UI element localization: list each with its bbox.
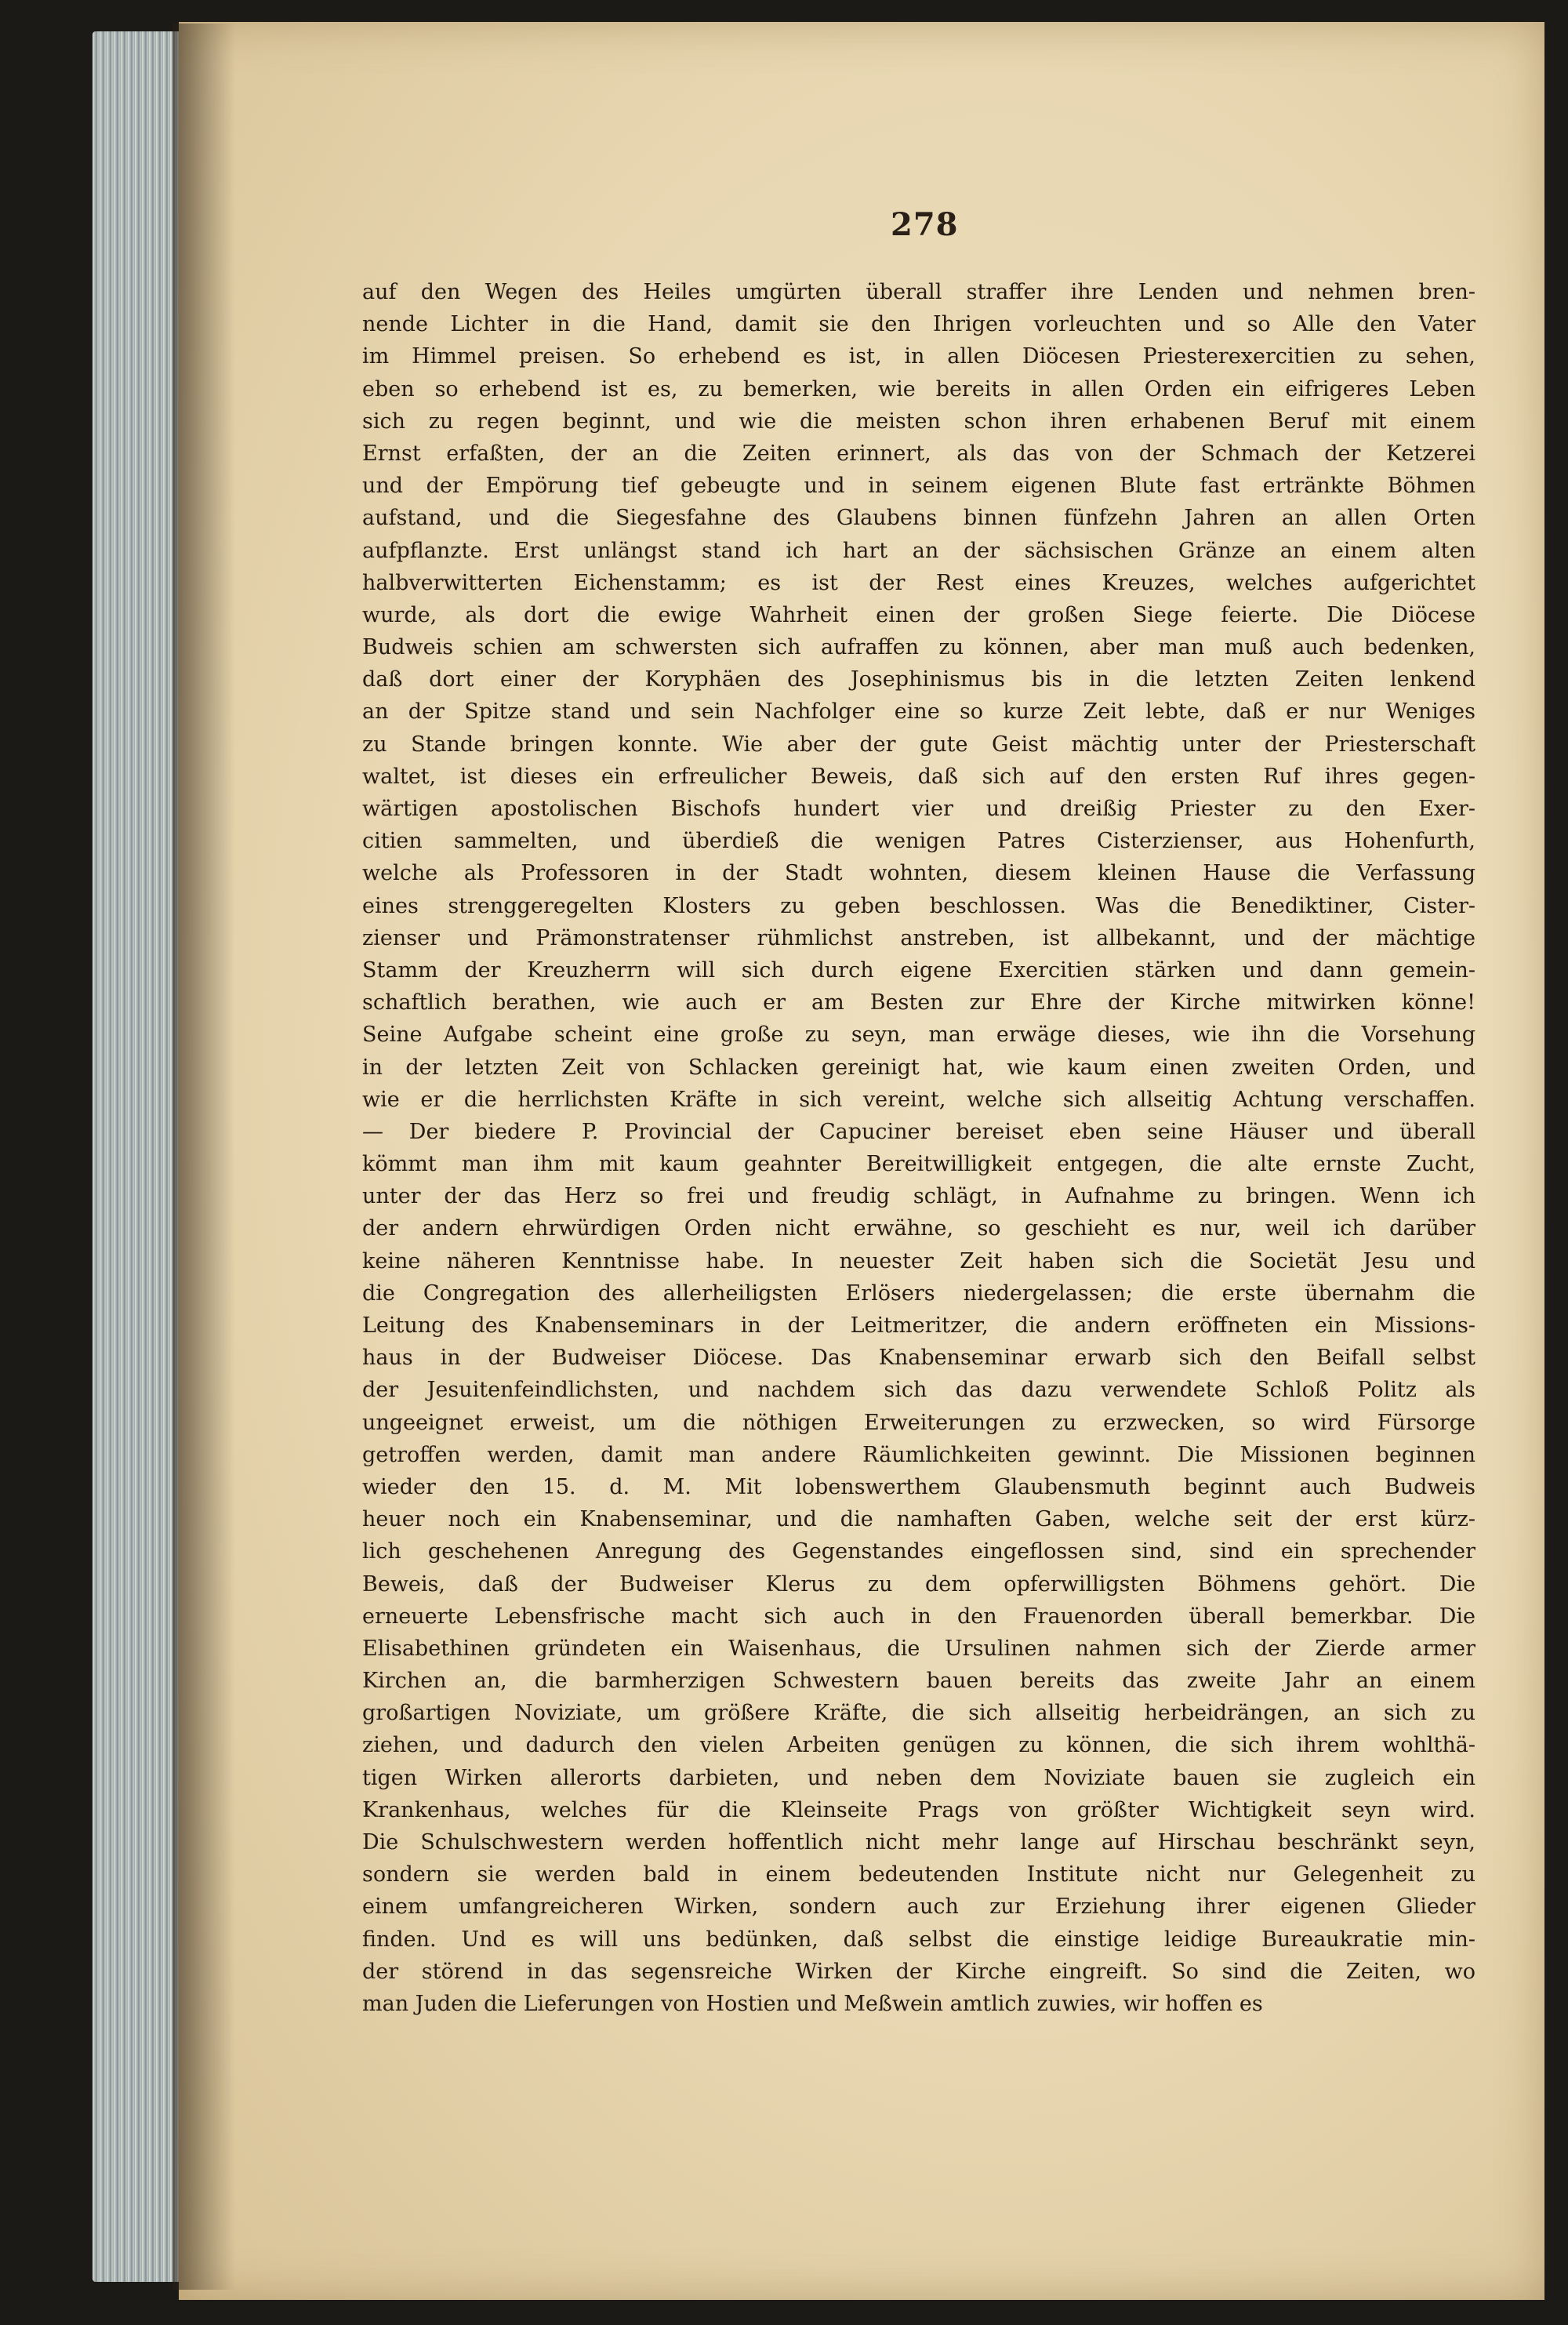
text-line: Die Schulschwestern werden hoffentlich nicht mehr lange auf Hirschau beschränkt seyn, bbox=[362, 1830, 1475, 1855]
text-line: und der Empörung tief gebeugte und in seinem eigenen Blute fast ertränkte Böhmen bbox=[362, 474, 1475, 499]
text-line: der Jesuitenfeindlichsten, und nachdem sich das dazu verwendete Schloß Politz als bbox=[362, 1378, 1475, 1403]
text-line: der andern ehrwürdigen Orden nicht erwähne, so geschieht es nur, weil ich darüber bbox=[362, 1216, 1475, 1241]
text-line: Kirchen an, die barmherzigen Schwestern bauen bereits das zweite Jahr an einem bbox=[362, 1669, 1475, 1694]
text-line: der störend in das segensreiche Wirken der Kirche eingreift. So sind die Zeiten, wo bbox=[362, 1959, 1475, 1984]
text-line: Leitung des Knabenseminars in der Leitmeritzer, die andern eröffneten ein Missions- bbox=[362, 1313, 1475, 1338]
text-line: sondern sie werden bald in einem bedeutenden Institute nicht nur Gelegenheit zu bbox=[362, 1862, 1475, 1887]
text-line: im Himmel preisen. So erhebend es ist, in allen Diöcesen Priesterexercitien zu sehen, bbox=[362, 344, 1475, 369]
page-number: 278 bbox=[891, 206, 959, 243]
text-line: aufstand, und die Siegesfahne des Glaubens binnen fünfzehn Jahren an allen Orten bbox=[362, 506, 1475, 531]
text-line: keine näheren Kenntnisse habe. In neuester Zeit haben sich die Societät Jesu und bbox=[362, 1248, 1475, 1273]
text-line: die Congregation des allerheiligsten Erlösers niedergelassen; die erste übernahm die bbox=[362, 1281, 1475, 1306]
text-line: Krankenhaus, welches für die Kleinseite Prags von größter Wichtigkeit seyn wird. bbox=[362, 1797, 1475, 1822]
text-line: haus in der Budweiser Diöcese. Das Knabenseminar erwarb sich den Beifall selbst bbox=[362, 1346, 1475, 1371]
text-line: einem umfangreicheren Wirken, sondern auch zur Erziehung ihrer eigenen Glieder bbox=[362, 1895, 1475, 1920]
text-line: aufpflanzte. Erst unlängst stand ich hart an der sächsischen Gränze an einem alten bbox=[362, 538, 1475, 563]
text-line: schaftlich berathen, wie auch er am Besten zur Ehre der Kirche mitwirken könne! bbox=[362, 990, 1475, 1015]
text-line: welche als Professoren in der Stadt wohnten, diesem kleinen Hause die Verfassung bbox=[362, 861, 1475, 886]
text-line: wurde, als dort die ewige Wahrheit einen der großen Siege feierte. Die Diöcese bbox=[362, 602, 1475, 627]
text-line: auf den Wegen des Heiles umgürten überall straffer ihre Lenden und nehmen bren- bbox=[362, 280, 1475, 304]
body-text bbox=[362, 276, 1475, 2020]
text-line: in der letzten Zeit von Schlacken gereinigt hat, wie kaum einen zweiten Orden, und bbox=[362, 1055, 1475, 1080]
text-line: an der Spitze stand und sein Nachfolger eine so kurze Zeit lebte, daß er nur Weniges bbox=[362, 699, 1475, 725]
text-line: kömmt man ihm mit kaum geahnter Bereitwilligkeit entgegen, die alte ernste Zucht, bbox=[362, 1152, 1475, 1177]
text-line: daß dort einer der Koryphäen des Josephinismus bis in die letzten Zeiten lenkend bbox=[362, 667, 1475, 692]
text-line: halbverwitterten Eichenstamm; es ist der Rest eines Kreuzes, welches aufgerichtet bbox=[362, 570, 1475, 595]
text-line: ziehen, und dadurch den vielen Arbeiten genügen zu können, die sich ihrem wohlthä- bbox=[362, 1733, 1475, 1758]
text-line: tigen Wirken allerorts darbieten, und neben dem Noviziate bauen sie zugleich ein bbox=[362, 1765, 1475, 1790]
text-line: sich zu regen beginnt, und wie die meisten schon ihren erhabenen Beruf mit einem bbox=[362, 409, 1475, 434]
text-line: lich geschehenen Anregung des Gegenstandes eingeflossen sind, sind ein sprechender bbox=[362, 1539, 1475, 1564]
text-line: Elisabethinen gründeten ein Waisenhaus, die Ursulinen nahmen sich der Zierde armer bbox=[362, 1636, 1475, 1661]
text-line: getroffen werden, damit man andere Räumlichkeiten gewinnt. Die Missionen beginnen bbox=[362, 1442, 1475, 1467]
text-line: Beweis, daß der Budweiser Klerus zu dem opferwilligsten Böhmens gehört. Die bbox=[362, 1571, 1475, 1597]
text-line: Budweis schien am schwersten sich aufraffen zu können, aber man muß auch bedenken, bbox=[362, 635, 1475, 660]
text-line: zu Stande bringen konnte. Wie aber der gute Geist mächtig unter der Priesterschaft bbox=[362, 732, 1475, 757]
text-line: wieder den 15. d. M. Mit lobenswerthem Glaubensmuth beginnt auch Budweis bbox=[362, 1474, 1475, 1499]
text-line: erneuerte Lebensfrische macht sich auch in den Frauenorden überall bemerkbar. Die bbox=[362, 1604, 1475, 1629]
text-line: nende Lichter in die Hand, damit sie den Ihrigen vorleuchten und so Alle den Vater bbox=[362, 312, 1475, 337]
text-line: unter der das Herz so frei und freudig schlägt, in Aufnahme zu bringen. Wenn ich bbox=[362, 1184, 1475, 1209]
text-line: heuer noch ein Knabenseminar, und die namhaften Gaben, welche seit der erst kürz- bbox=[362, 1507, 1475, 1532]
text-line: citien sammelten, und überdieß die wenigen Patres Cisterzienser, aus Hohenfurth, bbox=[362, 829, 1475, 854]
text-line: man Juden die Lieferungen von Hostien und Meßwein amtlich zuwies, wir hoffen es bbox=[362, 1991, 1263, 2016]
text-line: — Der biedere P. Provincial der Capuciner bereiset eben seine Häuser und überall bbox=[362, 1119, 1475, 1144]
text-line: Seine Aufgabe scheint eine große zu seyn, man erwäge dieses, wie ihn die Vorsehung bbox=[362, 1023, 1475, 1048]
text-line: großartigen Noviziate, um größere Kräfte, die sich allseitig herbeidrängen, an sich zu bbox=[362, 1701, 1475, 1726]
page-edges bbox=[93, 31, 179, 2282]
text-line: wie er die herrlichsten Kräfte in sich vereint, welche sich allseitig Achtung verschaffen. bbox=[362, 1087, 1475, 1112]
text-line: wärtigen apostolischen Bischofs hundert vier und dreißig Priester zu den Exer- bbox=[362, 797, 1475, 821]
text-line: Stamm der Kreuzherrn will sich durch eigene Exercitien stärken und dann gemein- bbox=[362, 957, 1475, 983]
text-line: Ernst erfaßten, der an die Zeiten erinnert, als das von der Schmach der Ketzerei bbox=[362, 441, 1475, 466]
text-line: waltet, ist dieses ein erfreulicher Beweis, daß sich auf den ersten Ruf ihres gegen- bbox=[362, 764, 1475, 789]
text-line: eben so erhebend ist es, zu bemerken, wie bereits in allen Orden ein eifrigeres Leben bbox=[362, 376, 1475, 401]
text-line: eines strenggeregelten Klosters zu geben beschlossen. Was die Benediktiner, Cister- bbox=[362, 893, 1475, 918]
text-line: finden. Und es will uns bedünken, daß selbst die einstige leidige Bureaukratie min- bbox=[362, 1927, 1475, 1952]
text-line: zienser und Prämonstratenser rühmlichst anstreben, ist allbekannt, und der mächtige bbox=[362, 925, 1475, 950]
spine-shadow bbox=[172, 24, 235, 2290]
text-line: ungeeignet erweist, um die nöthigen Erweiterungen zu erzwecken, so wird Fürsorge bbox=[362, 1410, 1475, 1435]
